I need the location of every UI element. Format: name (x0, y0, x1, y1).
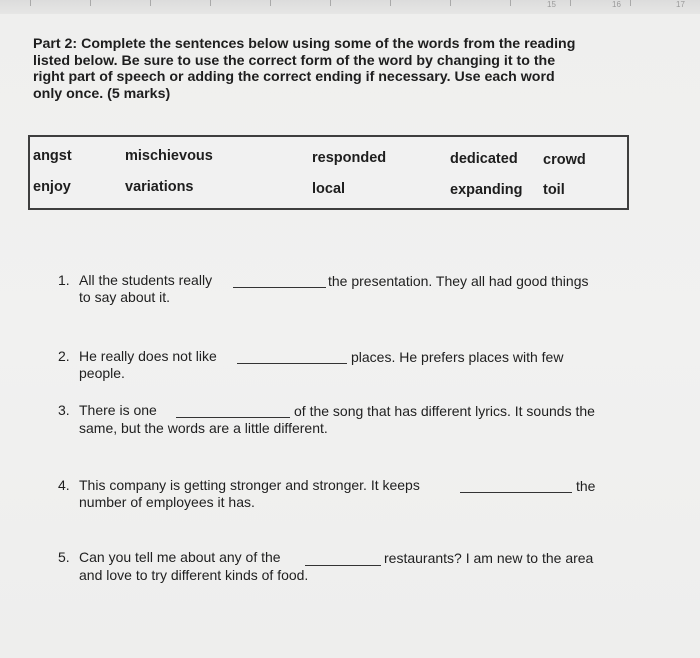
ruler-number: 17 (676, 0, 685, 9)
word-bank (28, 135, 629, 210)
instructions-line: right part of speech or adding the correct ending if necessary. Use each word (33, 69, 555, 85)
answer-blank[interactable] (237, 362, 347, 364)
ruler-tick (150, 0, 151, 6)
word-toil: toil (543, 182, 565, 198)
question-text-line2: people. (79, 365, 125, 381)
question-text-line2: number of employees it has. (79, 494, 255, 510)
instructions-paragraph (33, 36, 643, 102)
word-variations: variations (125, 179, 194, 195)
ruler-tick (390, 0, 391, 6)
question-text-part2: restaurants? I am new to the area (384, 550, 594, 566)
question-text-part1: This company is getting stronger and stronger. It keeps (79, 477, 420, 493)
answer-blank[interactable] (233, 286, 326, 288)
ruler-tick (30, 0, 31, 6)
word-dedicated: dedicated (450, 151, 518, 167)
word-angst: angst (33, 148, 72, 164)
ruler-number: 16 (612, 0, 621, 9)
question-text-line2: same, but the words are a little different. (79, 420, 328, 436)
question-text-part1: He really does not like (79, 348, 217, 364)
answer-blank[interactable] (176, 416, 290, 418)
question-number: 4. (58, 477, 70, 493)
ruler-number: 15 (547, 0, 556, 9)
word-local: local (312, 181, 346, 197)
question-text-part2: the presentation. They all had good things (328, 273, 589, 289)
word-expanding: expanding (450, 182, 523, 198)
ruler-tick (630, 0, 631, 6)
instructions-line: only once. (5 marks) (33, 85, 171, 102)
question-number: 2. (58, 348, 70, 364)
ruler-tick (90, 0, 91, 6)
question-text-part1: There is one (79, 402, 157, 418)
ruler-tick (570, 0, 571, 6)
instructions-line: Part 2: Complete the sentences below using some of the words from the reading (33, 36, 576, 52)
document-ruler (0, 0, 700, 15)
question-text-part2: the (576, 478, 596, 494)
question-text-part1: Can you tell me about any of the (79, 549, 281, 565)
ruler-tick (210, 0, 211, 6)
question-text-part2: places. He prefers places with few (351, 349, 564, 365)
question-number: 1. (58, 272, 70, 288)
answer-blank[interactable] (460, 491, 572, 493)
instructions-line: listed below. Be sure to use the correct form of the word by changing it to the (33, 52, 556, 69)
word-crowd: crowd (543, 152, 586, 168)
ruler-tick (330, 0, 331, 6)
word-enjoy: enjoy (33, 179, 71, 195)
question-text-part1: All the students really (79, 272, 213, 288)
answer-blank[interactable] (305, 564, 381, 566)
question-text-line2: and love to try different kinds of food. (79, 567, 309, 583)
document-page (0, 14, 700, 658)
question-text-line2: to say about it. (79, 289, 171, 305)
word-mischievous: mischievous (125, 148, 213, 164)
question-number: 3. (58, 402, 70, 418)
ruler-tick (270, 0, 271, 6)
question-text-part2: of the song that has different lyrics. It sounds the (294, 403, 595, 419)
question-number: 5. (58, 549, 70, 565)
ruler-tick (450, 0, 451, 6)
word-responded: responded (312, 150, 387, 166)
ruler-tick (510, 0, 511, 6)
